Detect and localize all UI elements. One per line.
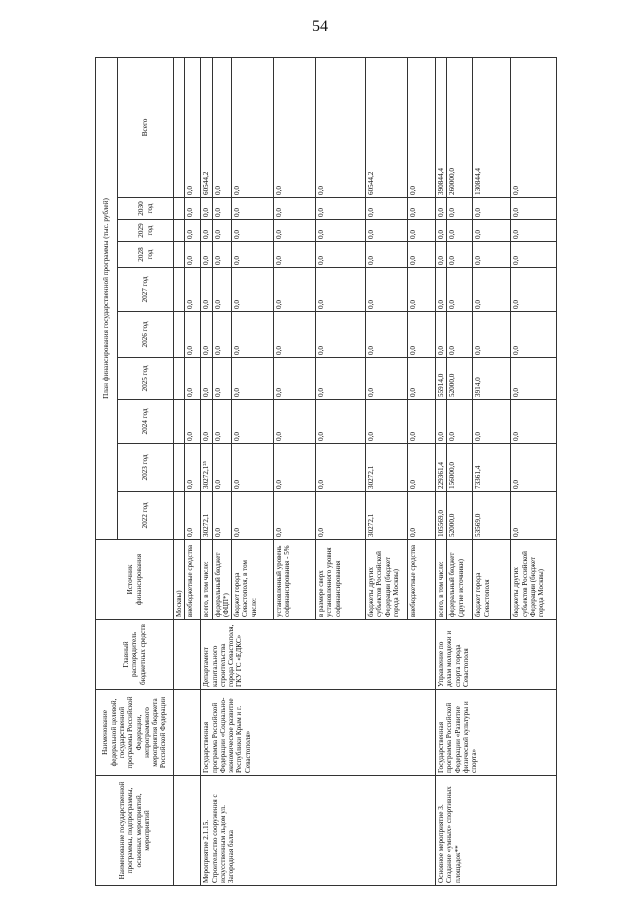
value-cell: 0,0	[201, 312, 212, 358]
value-cell	[174, 444, 185, 492]
value-cell: 0,0	[201, 358, 212, 400]
header-year: 2022 год	[118, 492, 174, 540]
page-number: 54	[312, 18, 328, 35]
header-year: 2026 год	[118, 312, 174, 358]
value-cell: 52000,0	[447, 358, 473, 400]
table-row	[201, 57, 212, 885]
source-cell: бюджет города Севастополя, в том числе:	[232, 540, 274, 620]
value-cell	[174, 198, 185, 220]
value-cell	[174, 312, 185, 358]
value-cell: 0,0	[185, 492, 201, 540]
value-cell: 0,0	[274, 444, 316, 492]
value-cell	[174, 358, 185, 400]
source-cell: в размере сверх установленного уровня софинансирования	[316, 540, 366, 620]
source-cell: Москвы)	[174, 540, 185, 620]
header-year: 2027 год	[118, 268, 174, 312]
value-cell: 0,0	[436, 242, 447, 268]
value-cell: 0,0	[408, 198, 436, 220]
value-cell: 0,0	[274, 312, 316, 358]
header-year: 2030 год	[118, 198, 174, 220]
value-cell: 0,0	[447, 198, 473, 220]
value-cell: 0,0	[366, 312, 408, 358]
value-cell: 60544,2	[201, 57, 212, 197]
value-cell: 0,0	[511, 198, 557, 220]
value-cell	[174, 57, 185, 197]
value-cell: 30272,1	[201, 492, 212, 540]
value-cell: 229361,4	[436, 444, 447, 492]
program-name-cell: Государственная программа Российской Федерации «Развитие физической культуры и спорта»	[436, 690, 557, 776]
header-year: Всего	[118, 57, 174, 197]
source-cell: федеральный бюджет (другие источники)	[447, 540, 473, 620]
value-cell: 0,0	[185, 358, 201, 400]
value-cell: 0,0	[212, 312, 232, 358]
value-cell: 0,0	[274, 400, 316, 444]
value-cell: 0,0	[274, 358, 316, 400]
value-cell: 0,0	[366, 198, 408, 220]
value-cell: 0,0	[274, 268, 316, 312]
value-cell: 0,0	[232, 220, 274, 242]
header-year: 2025 год	[118, 358, 174, 400]
value-cell: 0,0	[436, 400, 447, 444]
value-cell: 55914,0	[436, 358, 447, 400]
empty-cell	[174, 620, 201, 690]
value-cell: 0,0	[212, 242, 232, 268]
value-cell: 0,0	[473, 312, 511, 358]
header-manager: Главный распорядитель бюджетных средств	[96, 620, 174, 690]
header-plan: План финансирования государственной программы (тыс. рублей)	[96, 57, 118, 539]
value-cell: 0,0	[232, 242, 274, 268]
value-cell: 0,0	[185, 268, 201, 312]
rotated-table-wrapper	[95, 58, 575, 886]
value-cell: 0,0	[436, 268, 447, 312]
value-cell: 0,0	[232, 492, 274, 540]
value-cell: 60544,2	[366, 57, 408, 197]
header-year: 2029 год	[118, 220, 174, 242]
value-cell: 0,0	[316, 198, 366, 220]
value-cell: 0,0	[274, 242, 316, 268]
value-cell: 0,0	[408, 400, 436, 444]
value-cell: 0,0	[201, 242, 212, 268]
value-cell: 0,0	[366, 358, 408, 400]
value-cell: 52000,0	[447, 492, 473, 540]
value-cell: 0,0	[408, 358, 436, 400]
value-cell: 0,0	[511, 444, 557, 492]
value-cell: 156000,0	[447, 444, 473, 492]
value-cell: 0,0	[408, 57, 436, 197]
value-cell: 0,0	[366, 220, 408, 242]
header-year: 2028 год	[118, 242, 174, 268]
value-cell: 0,0	[232, 312, 274, 358]
source-cell: всего, в том числе:	[436, 540, 447, 620]
value-cell: 0,0	[316, 400, 366, 444]
value-cell: 0,0	[274, 57, 316, 197]
value-cell: 0,0	[316, 220, 366, 242]
value-cell: 0,0	[185, 198, 201, 220]
value-cell: 0,0	[316, 358, 366, 400]
value-cell: 0,0	[274, 198, 316, 220]
value-cell: 0,0	[511, 57, 557, 197]
value-cell: 0,0	[408, 312, 436, 358]
value-cell: 0,0	[274, 220, 316, 242]
value-cell: 0,0	[447, 268, 473, 312]
value-cell: 0,0	[436, 312, 447, 358]
value-cell: 0,0	[185, 444, 201, 492]
value-cell: 0,0	[185, 312, 201, 358]
budget-manager-cell: Управление по делам молодежи и спорта города Севастополя	[436, 620, 557, 690]
empty-cell	[174, 690, 201, 776]
table-sheet	[95, 58, 575, 886]
value-cell: 0,0	[511, 400, 557, 444]
value-cell: 0,0	[316, 444, 366, 492]
value-cell: 0,0	[212, 400, 232, 444]
value-cell: 0,0	[511, 358, 557, 400]
value-cell: 0,0	[408, 492, 436, 540]
value-cell: 0,0	[212, 444, 232, 492]
value-cell: 0,0	[212, 492, 232, 540]
table-row	[436, 57, 447, 885]
value-cell	[174, 268, 185, 312]
budget-manager-cell: Департамент капитального строительства города Севастополя, ГКУ ГС «ЕДКС»	[201, 620, 436, 690]
source-cell: всего, в том числе:	[201, 540, 212, 620]
value-cell: 0,0	[201, 400, 212, 444]
value-cell: 0,0	[232, 268, 274, 312]
value-cell: 0,0	[447, 242, 473, 268]
value-cell: 0,0	[366, 268, 408, 312]
value-cell: 0,0	[473, 242, 511, 268]
value-cell: 390844,4	[436, 57, 447, 197]
value-cell: 0,0	[473, 220, 511, 242]
value-cell: 0,0	[447, 220, 473, 242]
value-cell: 0,0	[511, 312, 557, 358]
value-cell: 0,0	[447, 400, 473, 444]
value-cell: 30272,1²⁵	[201, 444, 212, 492]
value-cell: 0,0	[185, 242, 201, 268]
header-year: 2024 год	[118, 400, 174, 444]
value-cell: 0,0	[232, 57, 274, 197]
value-cell: 0,0	[447, 312, 473, 358]
source-cell: установленный уровень софинансирования - 5%	[274, 540, 316, 620]
value-cell: 0,0	[511, 492, 557, 540]
value-cell	[174, 242, 185, 268]
value-cell: 0,0	[212, 57, 232, 197]
value-cell	[174, 492, 185, 540]
value-cell	[174, 220, 185, 242]
value-cell: 0,0	[212, 358, 232, 400]
value-cell: 0,0	[511, 242, 557, 268]
source-cell: бюджет города Севастополя	[473, 540, 511, 620]
value-cell: 0,0	[473, 268, 511, 312]
program-name-cell: Государственная программа Российской Федерации «Социально-экономическое развитие Республики Крым и г. Севастополя»	[201, 690, 436, 776]
financing-table	[95, 57, 557, 886]
value-cell: 0,0	[316, 312, 366, 358]
value-cell: 0,0	[316, 268, 366, 312]
value-cell: 30272,1	[366, 492, 408, 540]
value-cell: 0,0	[316, 57, 366, 197]
value-cell: 0,0	[316, 242, 366, 268]
value-cell: 0,0	[408, 444, 436, 492]
value-cell: 0,0	[232, 358, 274, 400]
value-cell: 0,0	[232, 198, 274, 220]
value-cell: 0,0	[408, 220, 436, 242]
value-cell: 130844,4	[473, 57, 511, 197]
value-cell: 105569,0	[436, 492, 447, 540]
value-cell: 0,0	[201, 220, 212, 242]
header-program: Наименование федеральной целевой, государственной программы Российской Федерации, непрограммного мероприятия бюджета Российской Федерации	[96, 690, 174, 776]
value-cell: 0,0	[511, 268, 557, 312]
value-cell: 30272,1	[366, 444, 408, 492]
value-cell	[174, 400, 185, 444]
value-cell: 0,0	[511, 220, 557, 242]
value-cell: 0,0	[185, 220, 201, 242]
table-row	[174, 57, 185, 885]
source-cell: внебюджетные средства	[185, 540, 201, 620]
value-cell: 0,0	[473, 400, 511, 444]
value-cell: 0,0	[274, 492, 316, 540]
source-cell: бюджеты других субъектов Российской Федерации (бюджет города Москвы)	[511, 540, 557, 620]
value-cell: 0,0	[436, 198, 447, 220]
header-source: Источник финансирования	[96, 540, 174, 620]
empty-cell	[174, 776, 201, 886]
value-cell: 0,0	[232, 400, 274, 444]
measure-name-cell: Мероприятие 2.1.15. Строительство сооружения с искусственным льдом ул. Загородная балка	[201, 776, 436, 886]
header-name: Наименование государственной программы, подпрограммы, основных мероприятий, мероприятий	[96, 776, 174, 886]
value-cell: 73361,4	[473, 444, 511, 492]
value-cell: 0,0	[366, 400, 408, 444]
value-cell: 0,0	[212, 268, 232, 312]
value-cell: 0,0	[212, 198, 232, 220]
value-cell: 0,0	[201, 198, 212, 220]
value-cell: 0,0	[185, 57, 201, 197]
source-cell: федеральный бюджет (ФЦП*)	[212, 540, 232, 620]
value-cell: 0,0	[366, 242, 408, 268]
value-cell: 0,0	[185, 400, 201, 444]
measure-name-cell: Основное мероприятие 3. Создание «умных» спортивных площадок**	[436, 776, 557, 886]
value-cell: 0,0	[408, 242, 436, 268]
value-cell: 53569,0	[473, 492, 511, 540]
value-cell: 0,0	[436, 220, 447, 242]
value-cell: 0,0	[473, 198, 511, 220]
value-cell: 0,0	[212, 220, 232, 242]
source-cell: бюджеты других субъектов Российской Федерации (бюджет города Москвы)	[366, 540, 408, 620]
value-cell: 0,0	[232, 444, 274, 492]
source-cell: внебюджетные средства	[408, 540, 436, 620]
value-cell: 0,0	[201, 268, 212, 312]
value-cell: 3914,0	[473, 358, 511, 400]
value-cell: 0,0	[316, 492, 366, 540]
value-cell: 260000,0	[447, 57, 473, 197]
value-cell: 0,0	[408, 268, 436, 312]
header-year: 2023 год	[118, 444, 174, 492]
